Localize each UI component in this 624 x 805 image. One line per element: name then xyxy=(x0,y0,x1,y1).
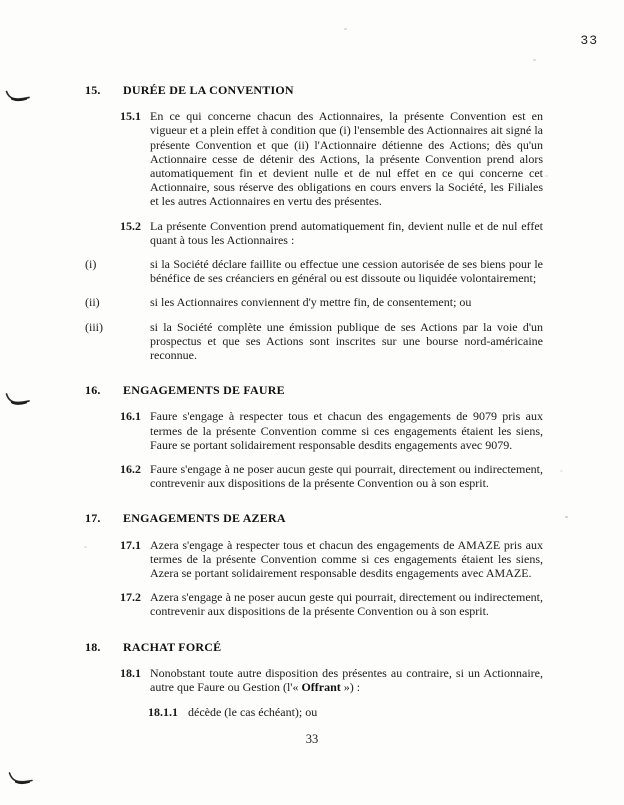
clause-text xyxy=(150,666,543,694)
section-number: 18. xyxy=(85,639,101,654)
clause-text-before: Nonobstant toute autre disposition des présentes au contraire, si un Actionnaire, autre que Faure ou Gestion (l'« xyxy=(150,665,543,695)
item-text: si la Société complète une émission publique de ses Actions par la voie d'un prospectus et que ses Actions sont inscrites sur une bourse nord-américaine reconnue. xyxy=(150,319,543,363)
clause-number: 15.1 xyxy=(120,109,141,124)
section-title: DURÉE DE LA CONVENTION xyxy=(123,83,294,97)
clause-17-2 xyxy=(120,590,543,618)
clause-text: Faure s'engage à respecter tous et chacun des engagements de 9079 pris aux termes de la présente Convention comme si ces engagements étaient les siens, Faure se portant solidairement responsable desdits engagements avec 9079. xyxy=(150,409,543,452)
pen-mark xyxy=(8,770,34,787)
document-body xyxy=(85,83,543,720)
scan-speck xyxy=(560,470,563,472)
subclause-number: 18.1.1 xyxy=(148,705,178,720)
section-title: ENGAGEMENTS DE FAURE xyxy=(123,383,285,398)
clause-18-1 xyxy=(120,666,543,694)
item-marker: (iii) xyxy=(85,319,103,334)
list-item-i xyxy=(85,257,543,285)
section-title: RACHAT FORCÉ xyxy=(123,639,222,654)
section-title: ENGAGEMENTS DE AZERA xyxy=(123,511,286,526)
item-text: si la Société déclare faillite ou effectue une cession autorisée de ses biens pour le bénéfice de ses créanciers en général ou est dissoute ou liquidée volontairement; xyxy=(150,257,543,286)
clause-17-1 xyxy=(120,538,543,581)
clause-15-1 xyxy=(120,109,543,208)
scan-speck xyxy=(344,28,347,30)
clause-text-after: ») : xyxy=(340,680,361,695)
section-number: 15. xyxy=(85,83,101,97)
clause-18-1-1 xyxy=(148,705,543,719)
clause-number: 18.1 xyxy=(120,665,141,680)
clause-number: 16.1 xyxy=(120,409,141,424)
clause-number: 16.2 xyxy=(120,462,141,477)
page-number-bottom: 33 xyxy=(305,732,319,746)
clause-number: 17.2 xyxy=(120,590,141,605)
clause-text: Azera s'engage à ne poser aucun geste qui pourrait, directement ou indirectement, contrevenir aux dispositions de la présente Convention ou à son esprit. xyxy=(150,590,543,619)
section-17-heading xyxy=(85,511,543,525)
item-marker: (ii) xyxy=(85,295,100,310)
item-text: si les Actionnaires conviennent d'y mettre fin, de consentement; ou xyxy=(150,295,472,310)
clause-number: 15.2 xyxy=(120,218,141,233)
clause-text: Faure s'engage à ne poser aucun geste qui pourrait, directement ou indirectement, contrevenir aux dispositions de la présente Convention ou à son esprit. xyxy=(150,462,543,491)
section-18-heading xyxy=(85,640,543,654)
clause-text: En ce qui concerne chacun des Actionnaires, la présente Convention est en vigueur et a plein effet à condition que (i) l'ensemble des Actionnaires ait signé la présente Convention et que (ii) l'Actionnaire détienne des Actions; dès qu'un Actionnaire cesse de détenir des Actions, la présente Convention prend alors automatiquement fin et devient nulle et de nul effet en ce qui concerne cet Actionnaire, sous réserve des obligations en cours envers la Société, les Filiales et les autres Actionnaires en vertu des présentes. xyxy=(150,109,543,209)
pen-mark xyxy=(5,89,31,104)
defined-term-offrant: Offrant xyxy=(301,680,341,695)
clause-16-2 xyxy=(120,462,543,490)
section-number: 17. xyxy=(85,511,101,526)
page-number-top: 33 xyxy=(580,33,598,48)
section-16-heading xyxy=(85,383,543,397)
clause-16-1 xyxy=(120,409,543,452)
clause-text: Azera s'engage à respecter tous et chacun des engagements de AMAZE pris aux termes de la présente Convention comme si ces engagements étaient les siens, Azera se portant solidairement responsable desdits engagements avec AMAZE. xyxy=(150,537,543,581)
item-marker: (i) xyxy=(85,257,97,272)
scan-speck xyxy=(565,516,568,518)
subclause-text: décède (le cas échéant); ou xyxy=(188,705,318,720)
section-number: 16. xyxy=(85,383,101,398)
clause-number: 17.1 xyxy=(120,537,141,552)
section-15-heading xyxy=(85,83,543,97)
pen-mark xyxy=(5,391,31,408)
list-item-ii xyxy=(85,295,543,309)
scan-speck xyxy=(545,175,548,177)
clause-15-2 xyxy=(120,219,543,247)
scan-speck xyxy=(533,59,536,61)
clause-text: La présente Convention prend automatiquement fin, devient nulle et de nul effet quant à tous les Actionnaires : xyxy=(150,218,543,247)
list-item-iii xyxy=(85,320,543,363)
